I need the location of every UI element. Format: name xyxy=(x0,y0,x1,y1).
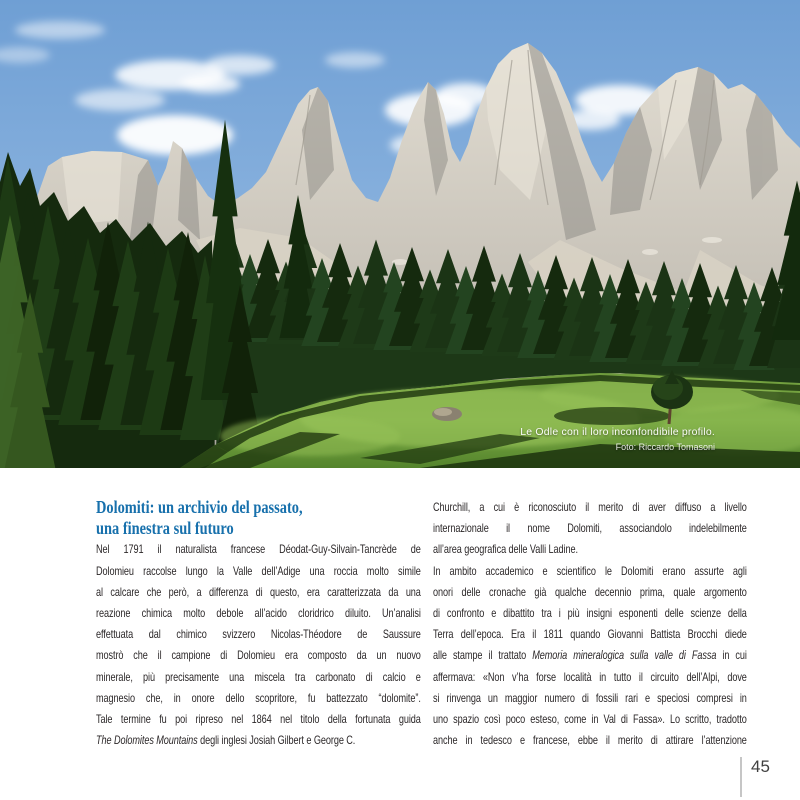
text-line: si rinvenga un maggior numero di fossili rari e speciosi compresi in xyxy=(433,690,747,705)
text-line: Churchill, a cui è riconosciuto il merito di aver diffuso a livello xyxy=(433,500,747,514)
article-heading-line-1: Dolomiti: un archivio del passato, xyxy=(96,497,303,517)
text-line: di confronto e dibattito tra i più insigni esponenti delle scienze della xyxy=(433,606,747,621)
text-line: affermava: «Non v’ha forse località in tutto il circuito dell’Alpi, dove xyxy=(433,669,747,684)
text-line: magnesio che, in onore dello scopritore, fu battezzato “dolomite”. xyxy=(96,690,421,705)
text-line: The Dolomites Mountains degli inglesi Josiah Gilbert e George C. xyxy=(96,733,356,748)
text-line: alle stampe il trattato Memoria mineralogica sulla valle di Fassa in cui xyxy=(433,648,747,663)
article-body xyxy=(96,497,747,751)
page-number-rule xyxy=(740,757,742,797)
text-line: In ambito accademico e scientifico le Dolomiti erano assurte agli xyxy=(433,563,747,578)
meadow-rock xyxy=(432,407,462,421)
text-line: Dolomieu raccolse lungo la Valle dell’Adige una roccia molto simile xyxy=(96,563,421,578)
page-number: 45 xyxy=(751,757,770,776)
text-line: Terra dell’epoca. Era il 1811 quando Giovanni Battista Brocchi diede xyxy=(433,627,747,642)
article-heading-line-2: una finestra sul futuro xyxy=(96,518,234,539)
photo-caption xyxy=(520,425,715,454)
text-line: al calcare che però, a differenza di questo, era caratterizzata da una xyxy=(96,584,421,599)
text-line: minerale, più precisamente una miscela tra carbonato di calcio e xyxy=(96,669,421,684)
article-column-right xyxy=(433,497,747,751)
text-line: reazione chimica molto debole all’acido cloridrico diluito. Un’analisi xyxy=(96,606,421,621)
text-line: all’area geografica delle Valli Ladine. xyxy=(433,542,578,557)
text-line: Tale termine fu poi ripreso nel 1864 nel titolo della fortunata guida xyxy=(96,712,421,727)
text-line: mostrò che il campione di Dolomieu era composto da un nuovo xyxy=(96,648,421,663)
photo-caption-text: Le Odle con il loro inconfondibile profilo. xyxy=(520,426,715,438)
text-line: effettuata dal chimico svizzero Nicolas-Théodore de Saussure xyxy=(96,627,421,642)
text-line: uno spazio così poco esteso, come in Val di Fassa». Lo scritto, tradotto xyxy=(433,712,747,727)
text-line: internazionale il nome Dolomiti, associandolo indelebilmente xyxy=(433,521,747,536)
photo-credit: Foto: Riccardo Tomasoni xyxy=(615,442,715,452)
article-text-left xyxy=(96,539,421,751)
article-text-right xyxy=(433,497,747,751)
text-line: onori delle cronache già qualche decennio prima, quale argomento xyxy=(433,584,747,599)
article-column-left xyxy=(96,497,421,751)
text-line: Nel 1791 il naturalista francese Déodat-Guy-Silvain-Tancrède de xyxy=(96,542,421,557)
text-line: anche in tedesco e francese, ebbe il merito di attirare l’attenzione xyxy=(433,733,747,748)
